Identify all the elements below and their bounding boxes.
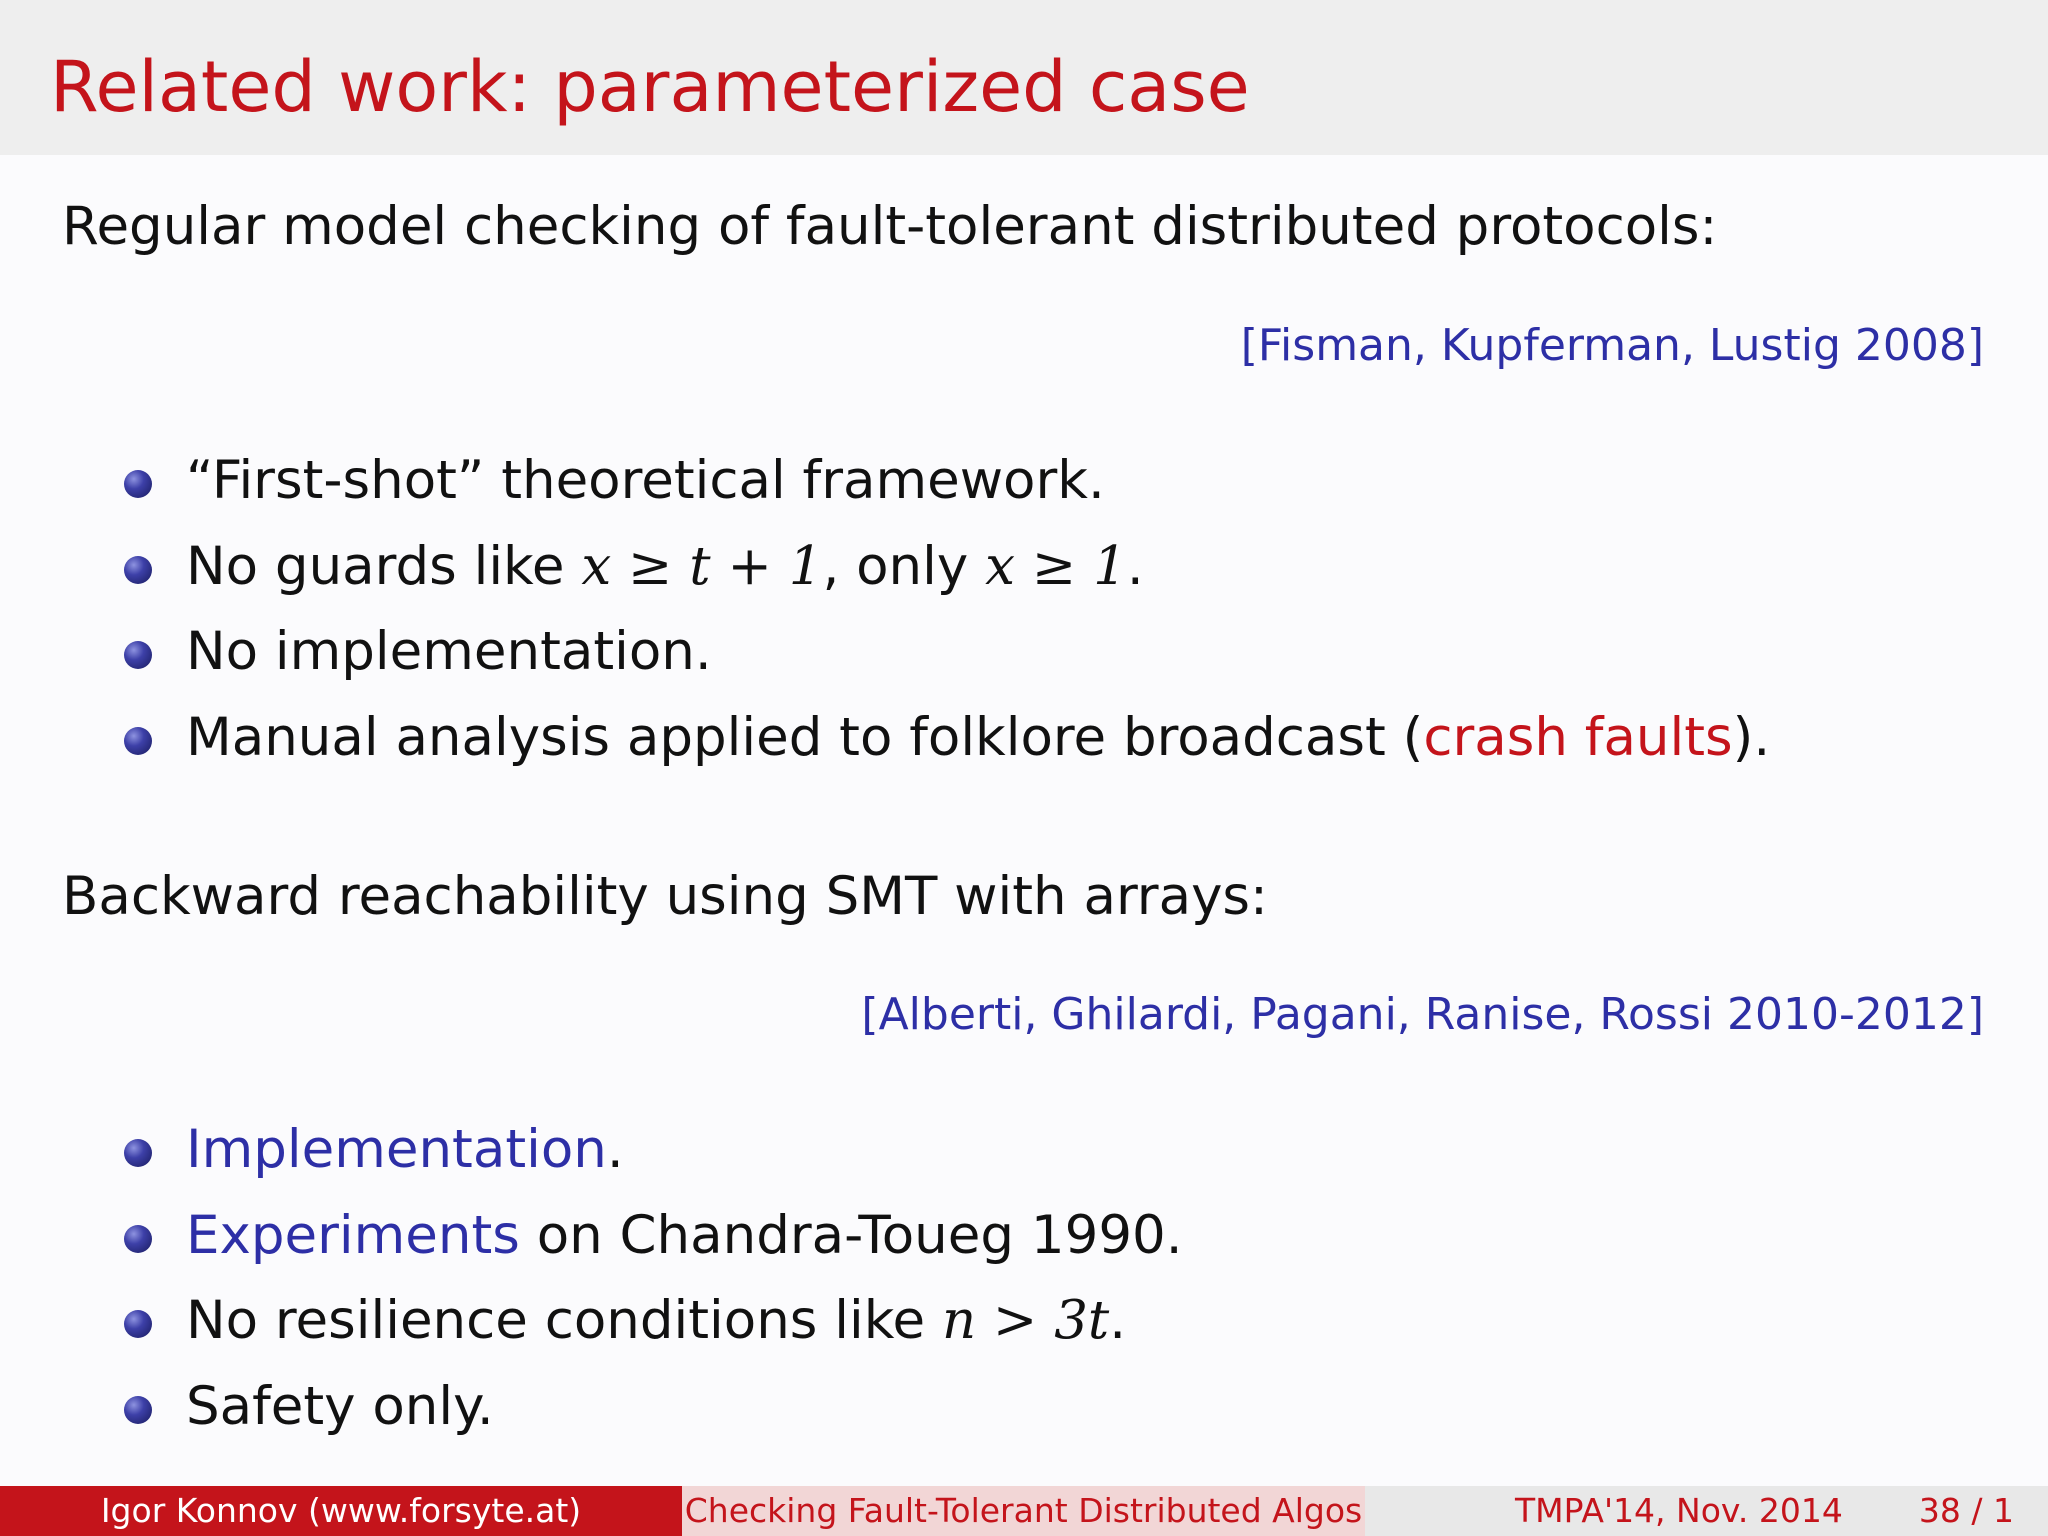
math-expression: n > 3t bbox=[941, 1290, 1110, 1351]
bullet-text: No implementation. bbox=[186, 621, 712, 682]
bullet-text: Manual analysis applied to folklore broadcast (crash faults). bbox=[186, 707, 1771, 768]
section-1-heading: Regular model checking of fault-tolerant distributed protocols: bbox=[62, 196, 1718, 257]
bullet-icon bbox=[124, 556, 152, 584]
bullet-icon bbox=[124, 1225, 152, 1253]
link-implementation[interactable]: Implementation bbox=[186, 1119, 607, 1180]
citation-fisman: [Fisman, Kupferman, Lustig 2008] bbox=[1240, 320, 1984, 371]
bullet-icon bbox=[124, 727, 152, 755]
footer-info bbox=[1365, 1486, 2048, 1536]
footer-talk-title: Checking Fault-Tolerant Distributed Algos bbox=[682, 1486, 1365, 1536]
link-experiments[interactable]: Experiments bbox=[186, 1205, 520, 1266]
footer-venue: TMPA'14, Nov. 2014 bbox=[1515, 1491, 1843, 1530]
bullet-text: No resilience conditions like n > 3t. bbox=[186, 1290, 1127, 1351]
bullet-icon bbox=[124, 641, 152, 669]
footer-page-number: 38 / 1 bbox=[1918, 1491, 2014, 1530]
bullet-icon bbox=[124, 1139, 152, 1167]
math-expression: x ≥ 1 bbox=[985, 536, 1127, 597]
bullet-text: No guards like x ≥ t + 1, only x ≥ 1. bbox=[186, 536, 1144, 597]
slide-title: Related work: parameterized case bbox=[50, 46, 1250, 128]
bullet-text: Safety only. bbox=[186, 1376, 494, 1437]
bullet-icon bbox=[124, 1310, 152, 1338]
slide-footer bbox=[0, 1486, 2048, 1536]
bullet-icon bbox=[124, 1396, 152, 1424]
highlight-crash-faults: crash faults bbox=[1423, 707, 1733, 768]
bullet-icon bbox=[124, 470, 152, 498]
footer-author: Igor Konnov (www.forsyte.at) bbox=[0, 1486, 682, 1536]
bullet-text: “First-shot” theoretical framework. bbox=[186, 450, 1105, 511]
math-expression: x ≥ t + 1 bbox=[581, 536, 823, 597]
citation-alberti: [Alberti, Ghilardi, Pagani, Ranise, Rossi 2010-2012] bbox=[861, 989, 1984, 1040]
bullet-text: Implementation. bbox=[186, 1119, 624, 1180]
section-2-heading: Backward reachability using SMT with arrays: bbox=[62, 866, 1268, 927]
bullet-text: Experiments on Chandra-Toueg 1990. bbox=[186, 1205, 1183, 1266]
